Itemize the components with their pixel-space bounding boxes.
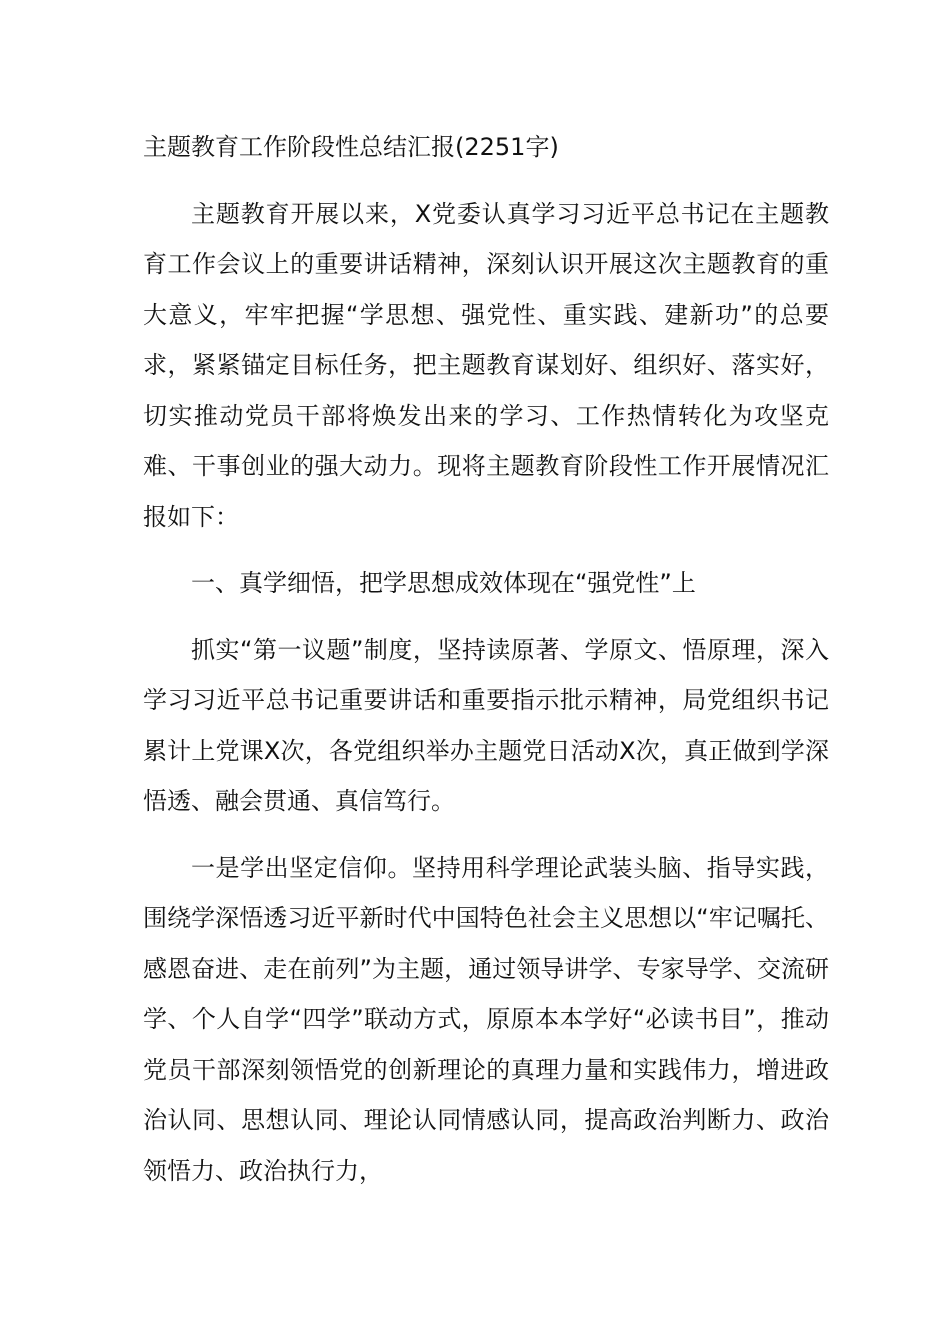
section-1-paragraph-2: 一是学出坚定信仰。坚持用科学理论武装头脑、指导实践，围绕学深悟透习近平新时代中国特色社会主义思想以“牢记嘱托、感恩奋进、走在前列”为主题，通过领导讲学、专家导学、交流研学、个人自学“四学”联动方式，原原本本学好“必读书目”，推动党员干部深刻领悟党的创新理论的真理力量和实践伟力，增进政治认同、思想认同、理论认同情感认同，提高政治判断力、政治领悟力、政治执行力， [143,853,829,1185]
document-body [143,122,829,1212]
intro-paragraph: 主题教育开展以来，X党委认真学习习近平总书记在主题教育工作会议上的重要讲话精神，深刻认识开展这次主题教育的重大意义，牢牢把握“学思想、强党性、重实践、建新功”的总要求，紧紧锚定目标任务，把主题教育谋划好、组织好、落实好，切实推动党员干部将焕发出来的学习、工作热情转化为攻坚克难、干事创业的强大动力。现将主题教育阶段性工作开展情况汇报如下： [143,199,829,531]
section-1-heading: 一、真学细悟，把学思想成效体现在“强党性”上 [191,569,696,597]
document-title: 主题教育工作阶段性总结汇报(2251字) [143,133,559,161]
section-1-paragraph-1: 抓实“第一议题”制度，坚持读原著、学原文、悟原理，深入学习习近平总书记重要讲话和重要指示批示精神，局党组织书记累计上党课X次，各党组织举办主题党日活动X次，真正做到学深悟透、融会贯通、真信笃行。 [143,635,829,815]
